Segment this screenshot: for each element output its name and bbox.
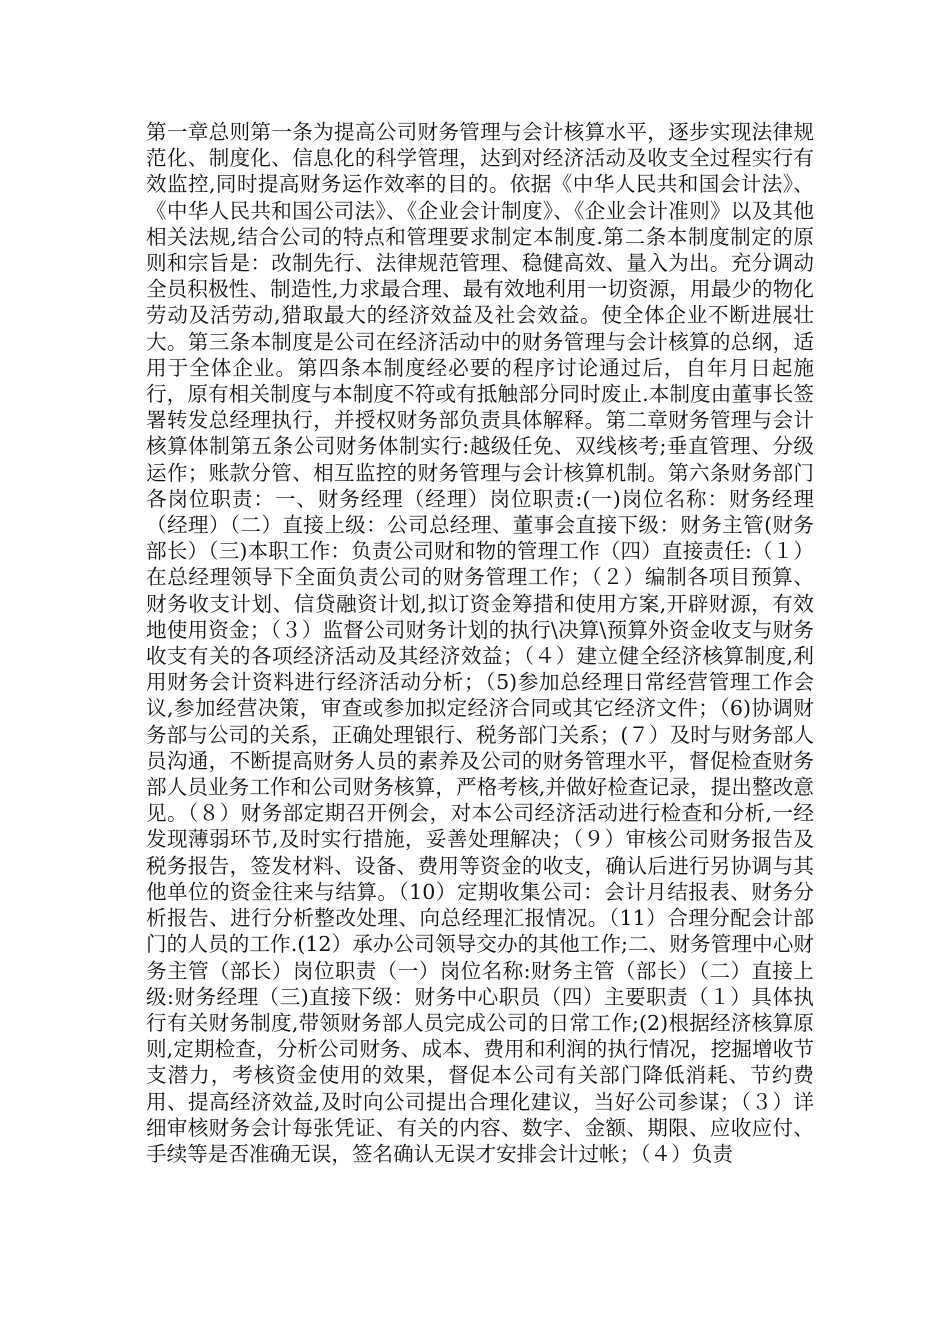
body-paragraph: 第一章总则第一条为提高公司财务管理与会计核算水平，逐步实现法律规范化、制度化、信息化的科学管理，达到对经济活动及收支全过程实行有效监控,同时提高财务运作效率的目的。依据《中华人民共和国会计法》、《中华人民共和国公司法》、《企业会计制度》、《企业会计准则》以及其他相关法规,结合公司的特点和管理要求制定本制度.第二条本制度制定的原则和宗旨是：改制先行、法律规范管理、稳健高效、量入为出。充分调动全员积极性、制造性,力求最合理、最有效地利用一切资源，用最少的物化劳动及活劳动,猎取最大的经济效益及社会效益。使全体企业不断进展壮大。第三条本制度是公司在经济活动中的财务管理与会计核算的总纲，适用于全体企业。第四条本制度经必要的程序讨论通过后，自年月日起施行，原有相关制度与本制度不符或有抵触部分同时废止.本制度由董事长签署转发总经理执行，并授权财务部负责具体解释。第二章财务管理与会计核算体制第五条公司财务体制实行:越级任免、双线核考;垂直管理、分级运作；账款分管、相互监控的财务管理与会计核算机制。第六条财务部门各岗位职责：一、财务经理（经理）岗位职责:(一)岗位名称：财务经理（经理）（二）直接上级：公司总经理、董事会直接下级：财务主管(财务部长）（三)本职工作：负责公司财和物的管理工作（四）直接责任:（１）在总经理领导下全面负责公司的财务管理工作；（２）编制各项目预算、财务收支计划、信贷融资计划,拟订资金筹措和使用方案,开辟财源，有效地使用资金；（３）监督公司财务计划的执行\决算\预算外资金收支与财务收支有关的各项经济活动及其经济效益；（４）建立健全经济核算制度,利用财务会计资料进行经济活动分析；（5)参加总经理日常经营管理工作会议,参加经营决策，审查或参加拟定经济合同或其它经济文件；（6)协调财务部与公司的关系，正确处理银行、税务部门关系；(７）及时与财务部人员沟通，不断提高财务人员的素养及公司的财务管理水平，督促检查财务部人员业务工作和公司财务核算，严格考核,并做好检查记录，提出整改意见。（８）财务部定期召开例会，对本公司经济活动进行检查和分析,一经发现薄弱环节,及时实行措施，妥善处理解决；（９）审核公司财务报告及税务报告，签发材料、设备、费用等资金的收支，确认后进行另协调与其他单位的资金往来与结算。（10）定期收集公司：会计月结报表、财务分析报告、进行分析整改处理、向总经理汇报情况。（11）合理分配会计部门的人员的工作.(12）承办公司领导交办的其他工作;二、财务管理中心财务主管（部长）岗位职责（一）岗位名称:财务主管（部长）（二）直接上级:财务经理（三)直接下级：财务中心职员（四）主要职责（１）具体执行有关财务制度,带领财务部人员完成公司的日常工作;(2)根据经济核算原则,定期检查，分析公司财务、成本、费用和利润的执行情况，挖掘增收节支潜力，考核资金使用的效果，督促本公司有关部门降低消耗、节约费用、提高经济效益,及时向公司提出合理化建议，当好公司参谋；（３）详细审核财务会计每张凭证、有关的内容、数字、金额、期限、应收应付、手续等是否准确无误，签名确认无误才安排会计过帐；（４）负责 xyxy=(146,120,814,1166)
